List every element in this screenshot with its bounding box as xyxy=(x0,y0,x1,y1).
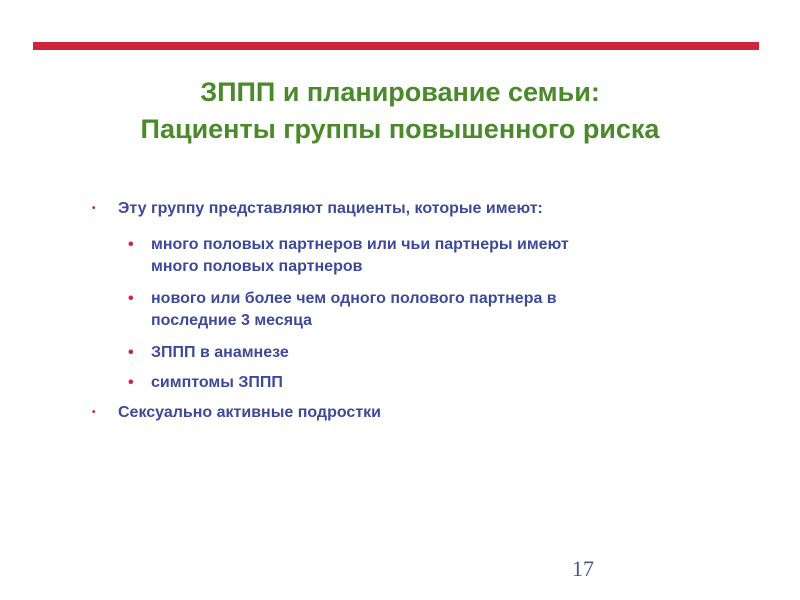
sub-bullet-text-line1: нового или более чем одного полового партнера в xyxy=(151,290,557,307)
sub-bullet-item xyxy=(128,372,728,394)
sub-bullet-item xyxy=(128,342,728,364)
sub-bullet-icon: • xyxy=(128,236,134,253)
bullet-icon: • xyxy=(92,203,96,214)
bullet-text: Сексуально активные подростки xyxy=(118,404,381,421)
sub-bullet-text-line1: много половых партнеров или чьи партнеры имеют xyxy=(151,236,569,253)
bullet-item xyxy=(92,402,712,424)
sub-bullet-item xyxy=(128,288,728,332)
sub-bullet-icon: • xyxy=(128,290,134,307)
bullet-item xyxy=(92,198,712,220)
bullet-icon: • xyxy=(92,407,96,418)
sub-bullet-icon: • xyxy=(128,374,134,391)
sub-bullet-text: симптомы ЗППП xyxy=(151,374,283,391)
sub-bullet-text-line2: последние 3 месяца xyxy=(151,312,313,329)
sub-bullet-item xyxy=(128,234,728,278)
page-number: 17 xyxy=(572,556,594,581)
title-line-1: ЗППП и планирование семьи: xyxy=(200,77,600,107)
title-line-2: Пациенты группы повышенного риска xyxy=(140,114,660,144)
bullet-text: Эту группу представляют пациенты, которые имеют: xyxy=(118,200,543,217)
sub-bullet-text-line2: много половых партнеров xyxy=(151,258,363,275)
sub-bullet-text: ЗППП в анамнезе xyxy=(151,344,289,361)
sub-bullet-icon: • xyxy=(128,344,134,361)
